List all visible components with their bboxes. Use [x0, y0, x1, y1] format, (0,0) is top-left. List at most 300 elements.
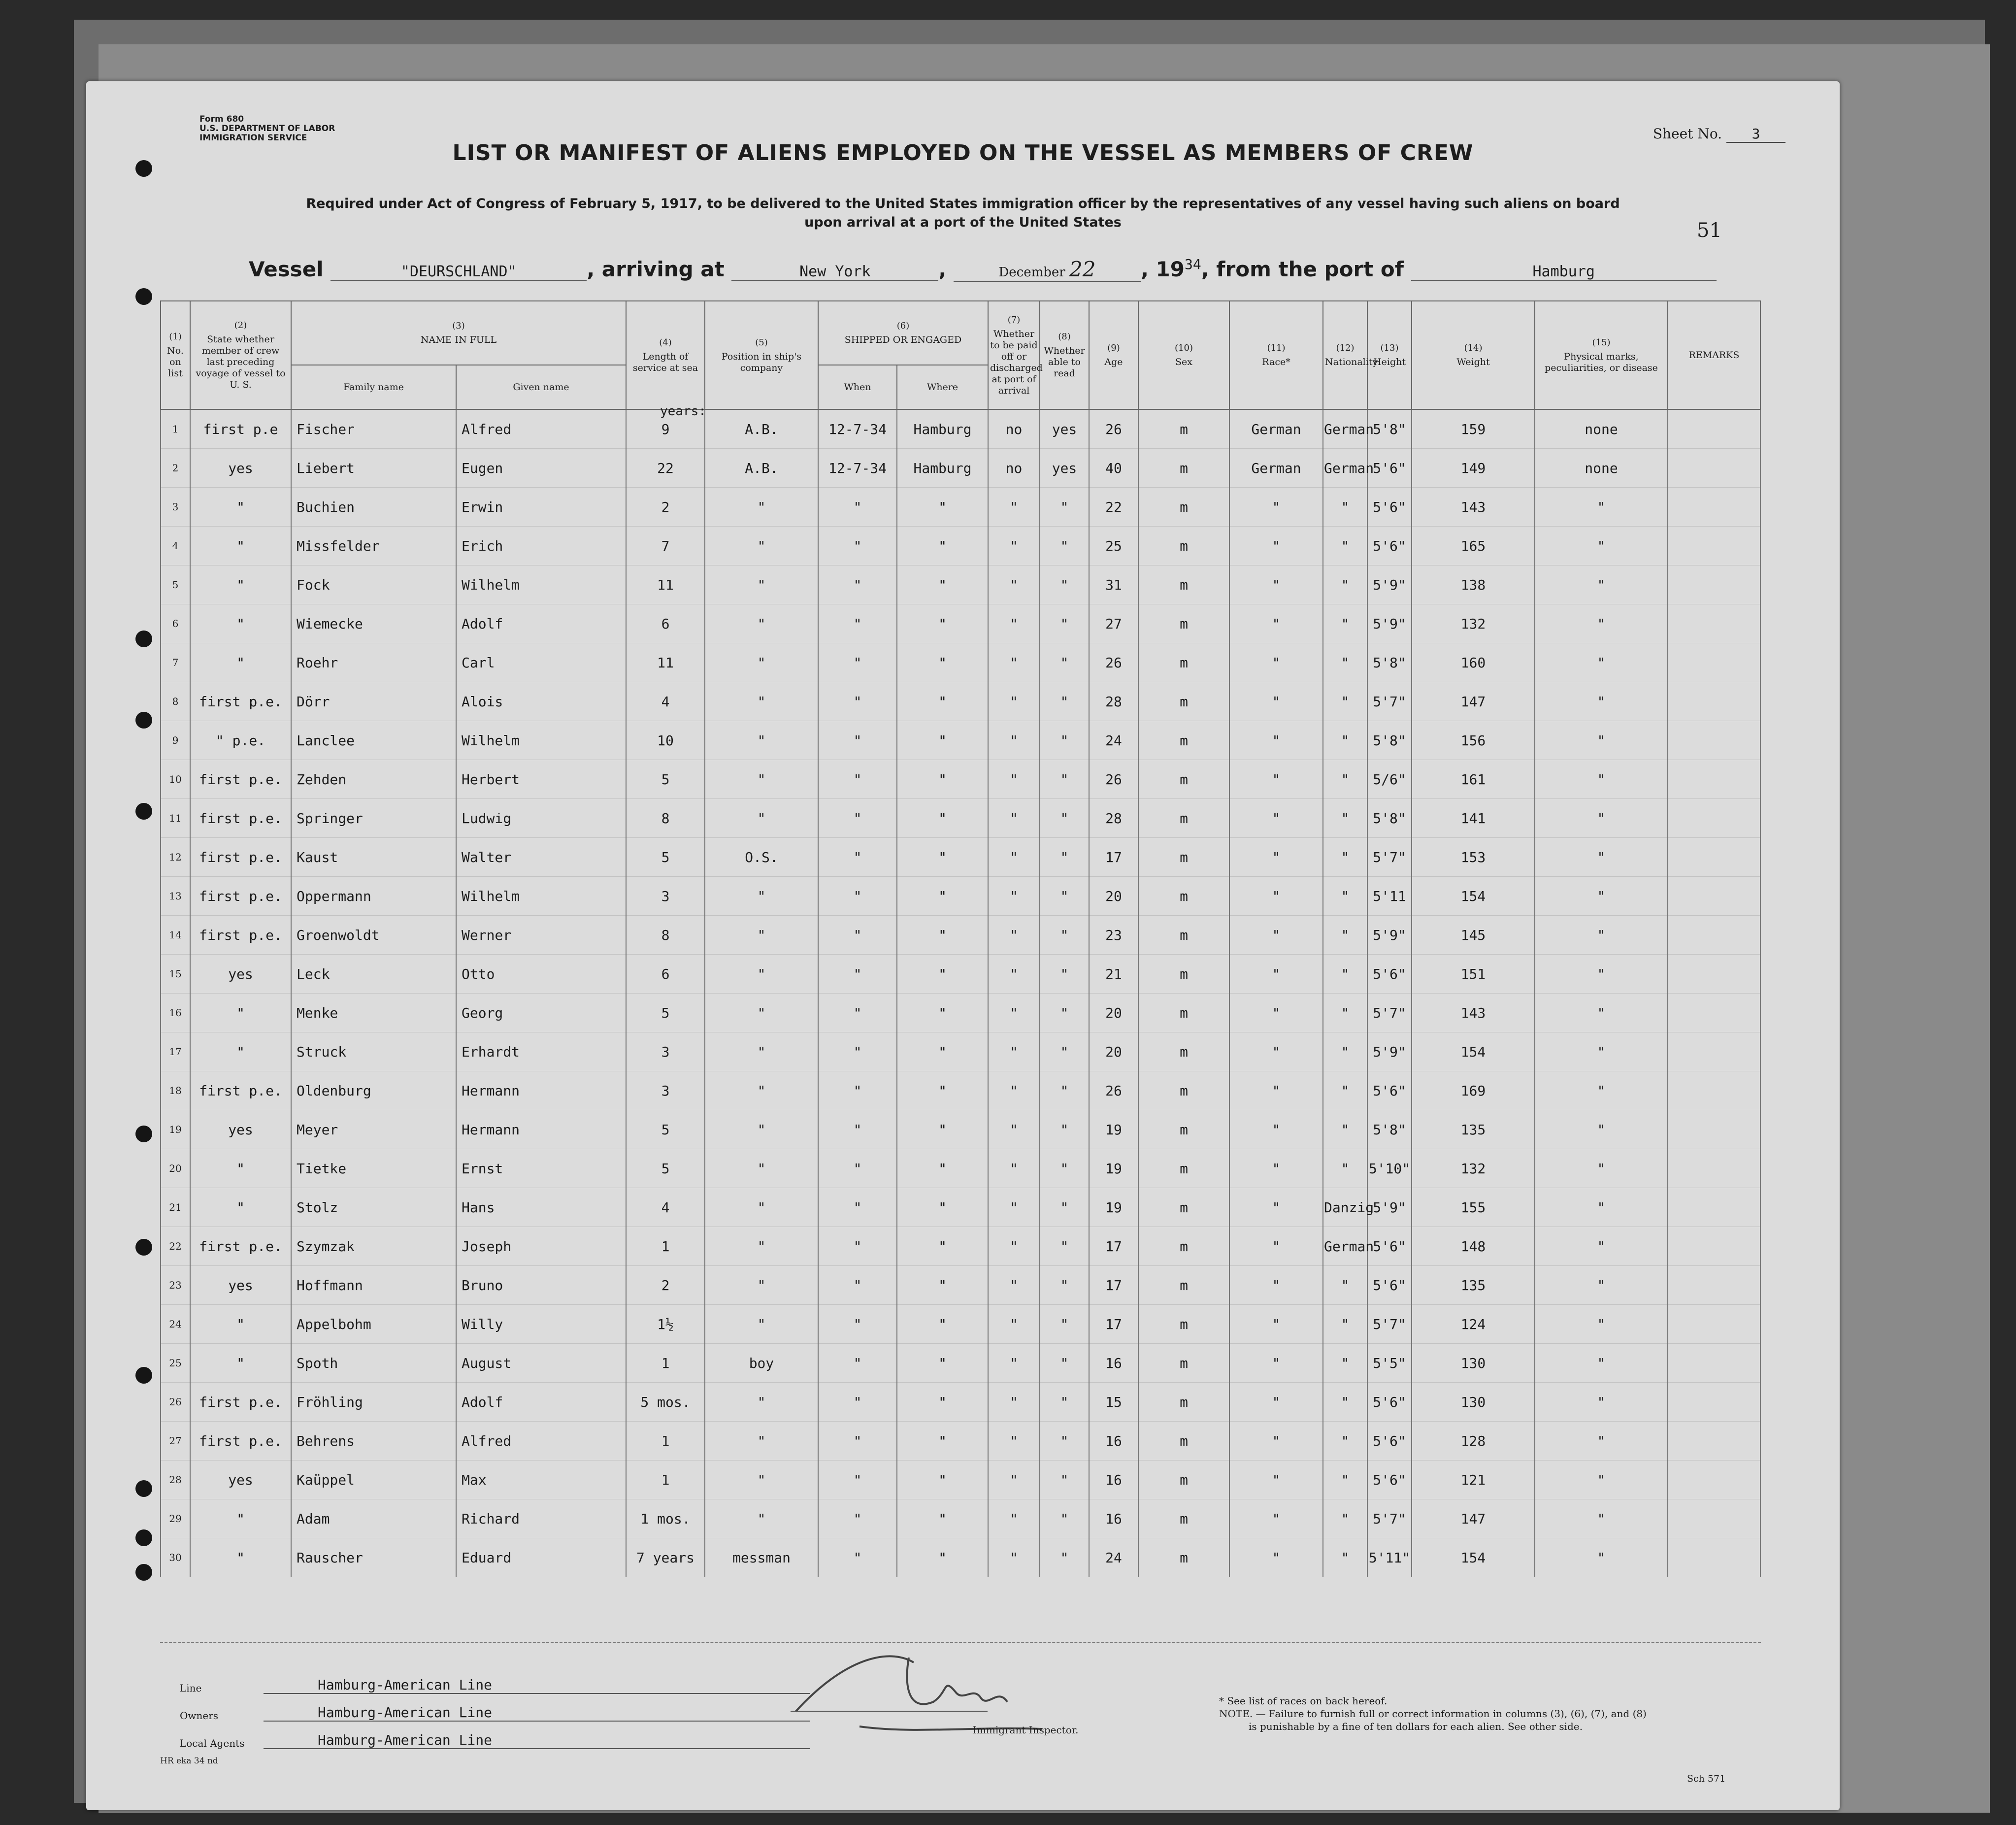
punch-hole	[135, 1529, 152, 1546]
cell-length-of-service: 5 mos.	[626, 1383, 705, 1422]
cell-shipped-where: "	[897, 1149, 988, 1188]
cell-shipped-when: "	[818, 994, 897, 1032]
punch-hole	[135, 1126, 152, 1142]
cell-nationality: "	[1323, 488, 1367, 527]
page-title: LIST OR MANIFEST OF ALIENS EMPLOYED ON THE VESSEL AS MEMBERS OF CREW	[452, 140, 1474, 166]
cell-able-to-read: "	[1040, 1032, 1089, 1071]
cell-given-name: Hans	[456, 1188, 626, 1227]
col-header-race: (11) Race*	[1229, 301, 1323, 409]
cell-paid-off: "	[988, 877, 1040, 916]
cell-position: "	[705, 916, 818, 955]
cell-length-of-service: 6	[626, 604, 705, 643]
cell-previous-voyage: yes	[190, 955, 291, 994]
cell-shipped-where: "	[897, 955, 988, 994]
cell-given-name: Erhardt	[456, 1032, 626, 1071]
cell-row-number: 26	[161, 1383, 190, 1422]
cell-nationality: "	[1323, 799, 1367, 838]
cell-age: 26	[1089, 409, 1138, 449]
from-port-label: , from the port of	[1201, 257, 1404, 281]
cell-race: "	[1229, 1266, 1323, 1305]
sheet-number-label: Sheet No.	[1652, 126, 1722, 142]
cell-sex: m	[1138, 1383, 1229, 1422]
cell-row-number: 8	[161, 682, 190, 721]
table-row	[161, 1188, 1760, 1227]
cell-row-number: 14	[161, 916, 190, 955]
cell-length-of-service: 5	[626, 838, 705, 877]
cell-physical-marks: "	[1535, 1266, 1668, 1305]
cell-family-name: Meyer	[291, 1110, 456, 1149]
cell-length-of-service: 11	[626, 565, 705, 604]
cell-row-number: 9	[161, 721, 190, 760]
cell-height: 5'8"	[1367, 721, 1412, 760]
col-header-read: (8) Whether able to read	[1040, 301, 1089, 409]
table-row	[161, 1305, 1760, 1344]
cell-given-name: Werner	[456, 916, 626, 955]
cell-shipped-where: "	[897, 760, 988, 799]
punch-hole	[135, 1367, 152, 1384]
cell-sex: m	[1138, 1305, 1229, 1344]
punch-hole	[135, 630, 152, 647]
cell-physical-marks: "	[1535, 994, 1668, 1032]
cell-shipped-when: "	[818, 1344, 897, 1383]
table-row	[161, 1460, 1760, 1499]
cell-shipped-where: "	[897, 1032, 988, 1071]
cell-previous-voyage: "	[190, 1499, 291, 1538]
cell-remarks	[1668, 721, 1760, 760]
manifest-sheet	[86, 81, 1840, 1810]
cell-nationality: German	[1323, 1227, 1367, 1266]
cell-height: 5'7"	[1367, 1499, 1412, 1538]
cell-physical-marks: "	[1535, 1499, 1668, 1538]
cell-age: 20	[1089, 994, 1138, 1032]
cell-previous-voyage: "	[190, 1538, 291, 1577]
cell-race: "	[1229, 1499, 1323, 1538]
cell-weight: 132	[1412, 604, 1535, 643]
cell-height: 5/6"	[1367, 760, 1412, 799]
owners-label: Owners	[180, 1710, 219, 1722]
cell-family-name: Springer	[291, 799, 456, 838]
cell-physical-marks: "	[1535, 799, 1668, 838]
cell-physical-marks: "	[1535, 1344, 1668, 1383]
cell-able-to-read: "	[1040, 721, 1089, 760]
col-header-no: (1) No. on list	[161, 301, 190, 409]
cell-sex: m	[1138, 1188, 1229, 1227]
cell-nationality: "	[1323, 1344, 1367, 1383]
cell-weight: 138	[1412, 565, 1535, 604]
cell-able-to-read: "	[1040, 1538, 1089, 1577]
cell-sex: m	[1138, 449, 1229, 488]
cell-shipped-when: "	[818, 799, 897, 838]
cell-age: 28	[1089, 682, 1138, 721]
cell-weight: 161	[1412, 760, 1535, 799]
cell-age: 16	[1089, 1422, 1138, 1460]
cell-able-to-read: "	[1040, 1110, 1089, 1149]
cell-previous-voyage: yes	[190, 1110, 291, 1149]
cell-height: 5'9"	[1367, 604, 1412, 643]
cell-family-name: Rauscher	[291, 1538, 456, 1577]
cell-position: "	[705, 488, 818, 527]
cell-remarks	[1668, 760, 1760, 799]
cell-physical-marks: "	[1535, 1538, 1668, 1577]
cell-age: 16	[1089, 1460, 1138, 1499]
cell-row-number: 27	[161, 1422, 190, 1460]
cell-paid-off: "	[988, 1538, 1040, 1577]
col-header-age: (9) Age	[1089, 301, 1138, 409]
cell-position: "	[705, 799, 818, 838]
cell-able-to-read: "	[1040, 1460, 1089, 1499]
cell-position: "	[705, 1110, 818, 1149]
table-row	[161, 1227, 1760, 1266]
cell-physical-marks: "	[1535, 1383, 1668, 1422]
cell-position: "	[705, 1305, 818, 1344]
col-header-when: When	[818, 365, 897, 409]
fine-note-1: NOTE. — Failure to furnish full or correct information in columns (3), (6), (7), and (8)	[1219, 1708, 1647, 1720]
cell-length-of-service: 1	[626, 1460, 705, 1499]
owners-value: Hamburg-American Line	[264, 1704, 810, 1722]
cell-nationality: "	[1323, 1149, 1367, 1188]
cell-length-of-service: 9	[626, 409, 705, 449]
cell-race: "	[1229, 955, 1323, 994]
cell-shipped-when: "	[818, 877, 897, 916]
cell-given-name: Joseph	[456, 1227, 626, 1266]
cell-weight: 130	[1412, 1344, 1535, 1383]
cell-sex: m	[1138, 1422, 1229, 1460]
cell-age: 16	[1089, 1344, 1138, 1383]
cell-age: 24	[1089, 721, 1138, 760]
table-row	[161, 994, 1760, 1032]
cell-nationality: "	[1323, 1499, 1367, 1538]
cell-weight: 135	[1412, 1110, 1535, 1149]
cell-given-name: Alois	[456, 682, 626, 721]
cell-physical-marks: "	[1535, 1422, 1668, 1460]
cell-shipped-where: "	[897, 799, 988, 838]
cell-previous-voyage: "	[190, 1305, 291, 1344]
cell-previous-voyage: first p.e.	[190, 916, 291, 955]
cell-height: 5'5"	[1367, 1344, 1412, 1383]
cell-paid-off: "	[988, 994, 1040, 1032]
cell-race: "	[1229, 1383, 1323, 1422]
cell-nationality: "	[1323, 1071, 1367, 1110]
cell-length-of-service: 5	[626, 1110, 705, 1149]
cell-physical-marks: "	[1535, 838, 1668, 877]
cell-remarks	[1668, 1149, 1760, 1188]
table-row	[161, 916, 1760, 955]
cell-remarks	[1668, 682, 1760, 721]
cell-position: "	[705, 1266, 818, 1305]
cell-given-name: August	[456, 1344, 626, 1383]
cell-race: "	[1229, 1344, 1323, 1383]
cell-previous-voyage: first p.e.	[190, 877, 291, 916]
cell-row-number: 6	[161, 604, 190, 643]
cell-remarks	[1668, 1110, 1760, 1149]
cell-physical-marks: "	[1535, 604, 1668, 643]
cell-family-name: Kaüppel	[291, 1460, 456, 1499]
cell-height: 5'6"	[1367, 1460, 1412, 1499]
cell-previous-voyage: yes	[190, 449, 291, 488]
cell-paid-off: "	[988, 488, 1040, 527]
cell-length-of-service: 1	[626, 1227, 705, 1266]
cell-given-name: Willy	[456, 1305, 626, 1344]
cell-weight: 143	[1412, 994, 1535, 1032]
cell-remarks	[1668, 1032, 1760, 1071]
cell-sex: m	[1138, 1110, 1229, 1149]
cell-physical-marks: "	[1535, 916, 1668, 955]
cell-age: 26	[1089, 643, 1138, 682]
cell-race: "	[1229, 1032, 1323, 1071]
cell-given-name: Wilhelm	[456, 565, 626, 604]
cell-sex: m	[1138, 1266, 1229, 1305]
table-row	[161, 799, 1760, 838]
cell-physical-marks: "	[1535, 1032, 1668, 1071]
cell-able-to-read: "	[1040, 488, 1089, 527]
cell-weight: 169	[1412, 1071, 1535, 1110]
cell-row-number: 7	[161, 643, 190, 682]
punch-hole	[135, 1480, 152, 1497]
cell-shipped-where: "	[897, 1110, 988, 1149]
cell-sex: m	[1138, 1344, 1229, 1383]
cell-remarks	[1668, 1383, 1760, 1422]
cell-family-name: Kaust	[291, 838, 456, 877]
cell-family-name: Dörr	[291, 682, 456, 721]
cell-shipped-when: "	[818, 604, 897, 643]
cell-paid-off: "	[988, 565, 1040, 604]
table-row	[161, 488, 1760, 527]
cell-shipped-where: "	[897, 916, 988, 955]
cell-race: "	[1229, 682, 1323, 721]
cell-shipped-where: "	[897, 1383, 988, 1422]
cell-sex: m	[1138, 877, 1229, 916]
cell-able-to-read: "	[1040, 527, 1089, 565]
cell-previous-voyage: "	[190, 488, 291, 527]
cell-paid-off: "	[988, 643, 1040, 682]
cell-weight: 154	[1412, 1538, 1535, 1577]
cell-shipped-where: "	[897, 1266, 988, 1305]
cell-sex: m	[1138, 721, 1229, 760]
cell-position: "	[705, 1460, 818, 1499]
cell-length-of-service: 2	[626, 488, 705, 527]
cell-age: 31	[1089, 565, 1138, 604]
page-subtitle	[283, 195, 1643, 232]
cell-row-number: 12	[161, 838, 190, 877]
cell-family-name: Hoffmann	[291, 1266, 456, 1305]
cell-shipped-where: "	[897, 604, 988, 643]
cell-race: "	[1229, 643, 1323, 682]
subtitle-line-1: Required under Act of Congress of February 5, 1917, to be delivered to the United States immigration officer by the representatives of any vessel having such aliens on board	[306, 196, 1620, 211]
cell-able-to-read: "	[1040, 994, 1089, 1032]
cell-nationality: "	[1323, 916, 1367, 955]
cell-race: "	[1229, 565, 1323, 604]
cell-able-to-read: "	[1040, 1227, 1089, 1266]
cell-position: "	[705, 604, 818, 643]
footer-notes	[1219, 1694, 1647, 1733]
cell-sex: m	[1138, 1538, 1229, 1577]
vessel-line	[249, 256, 1800, 282]
cell-position: "	[705, 1499, 818, 1538]
cell-shipped-when: "	[818, 1538, 897, 1577]
cell-previous-voyage: "	[190, 1032, 291, 1071]
cell-previous-voyage: first p.e.	[190, 1422, 291, 1460]
cell-given-name: Eugen	[456, 449, 626, 488]
col-header-previous-voyage: (2) State whether member of crew last preceding voyage of vessel to U. S.	[190, 301, 291, 409]
cell-height: 5'8"	[1367, 799, 1412, 838]
cell-weight: 155	[1412, 1188, 1535, 1227]
form-number: Form 680	[199, 114, 244, 124]
cell-nationality: "	[1323, 1460, 1367, 1499]
cell-position: "	[705, 682, 818, 721]
cell-paid-off: "	[988, 838, 1040, 877]
cell-position: "	[705, 1383, 818, 1422]
cell-length-of-service: 3	[626, 877, 705, 916]
cell-shipped-when: "	[818, 643, 897, 682]
cell-paid-off: "	[988, 1344, 1040, 1383]
cell-family-name: Szymzak	[291, 1227, 456, 1266]
cell-previous-voyage: first p.e.	[190, 1383, 291, 1422]
cell-shipped-where: "	[897, 643, 988, 682]
cell-length-of-service: 6	[626, 955, 705, 994]
cell-shipped-when: "	[818, 1422, 897, 1460]
cell-able-to-read: "	[1040, 838, 1089, 877]
cell-row-number: 15	[161, 955, 190, 994]
cell-length-of-service: 5	[626, 760, 705, 799]
from-port: Hamburg	[1411, 263, 1717, 281]
cell-nationality: "	[1323, 1383, 1367, 1422]
cell-position: "	[705, 1032, 818, 1071]
cell-nationality: German	[1323, 409, 1367, 449]
inspector-label: Immigrant Inspector.	[973, 1724, 1079, 1736]
cell-length-of-service: 1	[626, 1422, 705, 1460]
cell-remarks	[1668, 1499, 1760, 1538]
cell-length-of-service: 4	[626, 682, 705, 721]
cell-paid-off: no	[988, 409, 1040, 449]
cell-weight: 154	[1412, 1032, 1535, 1071]
cell-race: "	[1229, 1422, 1323, 1460]
cell-remarks	[1668, 799, 1760, 838]
cell-given-name: Adolf	[456, 1383, 626, 1422]
col-header-given-name: Given name	[456, 365, 626, 409]
cell-weight: 121	[1412, 1460, 1535, 1499]
cell-shipped-when: "	[818, 488, 897, 527]
vessel-name: "DEURSCHLAND"	[330, 263, 587, 281]
cell-position: "	[705, 643, 818, 682]
cell-previous-voyage: first p.e.	[190, 838, 291, 877]
cell-given-name: Hermann	[456, 1071, 626, 1110]
cell-shipped-when: "	[818, 1499, 897, 1538]
cell-shipped-where: "	[897, 1460, 988, 1499]
cell-position: "	[705, 955, 818, 994]
punch-hole	[135, 288, 152, 305]
cell-shipped-where: "	[897, 721, 988, 760]
cell-row-number: 1	[161, 409, 190, 449]
cell-previous-voyage: "	[190, 1149, 291, 1188]
cell-nationality: "	[1323, 565, 1367, 604]
cell-weight: 160	[1412, 643, 1535, 682]
cell-family-name: Oldenburg	[291, 1071, 456, 1110]
cell-race: "	[1229, 1305, 1323, 1344]
cell-shipped-when: "	[818, 760, 897, 799]
cell-position: "	[705, 760, 818, 799]
cell-remarks	[1668, 565, 1760, 604]
cell-height: 5'8"	[1367, 409, 1412, 449]
cell-able-to-read: yes	[1040, 409, 1089, 449]
cell-age: 26	[1089, 760, 1138, 799]
cell-nationality: Danzig	[1323, 1188, 1367, 1227]
cell-weight: 153	[1412, 838, 1535, 877]
arrival-day: 22	[1069, 257, 1096, 281]
cell-race: "	[1229, 799, 1323, 838]
cell-family-name: Fischer	[291, 409, 456, 449]
cell-able-to-read: "	[1040, 565, 1089, 604]
cell-family-name: Stolz	[291, 1188, 456, 1227]
cell-physical-marks: "	[1535, 488, 1668, 527]
cell-remarks	[1668, 1188, 1760, 1227]
form-code: HR eka 34 nd	[160, 1756, 218, 1766]
fine-note-2: is punishable by a fine of ten dollars for each alien. See other side.	[1249, 1721, 1583, 1732]
table-row	[161, 682, 1760, 721]
date-comma: ,	[938, 257, 947, 281]
cell-family-name: Adam	[291, 1499, 456, 1538]
cell-height: 5'9"	[1367, 916, 1412, 955]
cell-race: "	[1229, 1110, 1323, 1149]
table-row	[161, 1538, 1760, 1577]
cell-position: boy	[705, 1344, 818, 1383]
department-name: U.S. DEPARTMENT OF LABOR	[199, 124, 335, 133]
cell-nationality: "	[1323, 1266, 1367, 1305]
table-row	[161, 1422, 1760, 1460]
cell-age: 19	[1089, 1110, 1138, 1149]
cell-able-to-read: "	[1040, 1149, 1089, 1188]
cell-length-of-service: 3	[626, 1071, 705, 1110]
cell-given-name: Erwin	[456, 488, 626, 527]
cell-age: 24	[1089, 1538, 1138, 1577]
cell-paid-off: "	[988, 1460, 1040, 1499]
cell-row-number: 29	[161, 1499, 190, 1538]
cell-shipped-where: "	[897, 488, 988, 527]
cell-weight: 145	[1412, 916, 1535, 955]
table-row	[161, 527, 1760, 565]
cell-shipped-where: "	[897, 682, 988, 721]
cell-row-number: 3	[161, 488, 190, 527]
cell-family-name: Buchien	[291, 488, 456, 527]
service-name: IMMIGRATION SERVICE	[199, 133, 307, 143]
cell-age: 16	[1089, 1499, 1138, 1538]
cell-able-to-read: "	[1040, 1383, 1089, 1422]
cell-height: 5'6"	[1367, 1383, 1412, 1422]
cell-previous-voyage: first p.e	[190, 409, 291, 449]
cell-remarks	[1668, 409, 1760, 449]
cell-height: 5'9"	[1367, 565, 1412, 604]
cell-paid-off: "	[988, 760, 1040, 799]
cell-age: 17	[1089, 838, 1138, 877]
table-row	[161, 1499, 1760, 1538]
cell-row-number: 17	[161, 1032, 190, 1071]
cell-given-name: Bruno	[456, 1266, 626, 1305]
cell-physical-marks: "	[1535, 1305, 1668, 1344]
cell-previous-voyage: first p.e.	[190, 799, 291, 838]
cell-height: 5'6"	[1367, 1227, 1412, 1266]
cell-nationality: "	[1323, 527, 1367, 565]
cell-physical-marks: none	[1535, 449, 1668, 488]
cell-height: 5'7"	[1367, 682, 1412, 721]
cell-given-name: Wilhelm	[456, 877, 626, 916]
cell-length-of-service: 8	[626, 916, 705, 955]
cell-weight: 143	[1412, 488, 1535, 527]
cell-sex: m	[1138, 409, 1229, 449]
arriving-port: New York	[731, 263, 938, 281]
cell-physical-marks: "	[1535, 955, 1668, 994]
table-row	[161, 838, 1760, 877]
cell-position: A.B.	[705, 409, 818, 449]
cell-age: 20	[1089, 877, 1138, 916]
